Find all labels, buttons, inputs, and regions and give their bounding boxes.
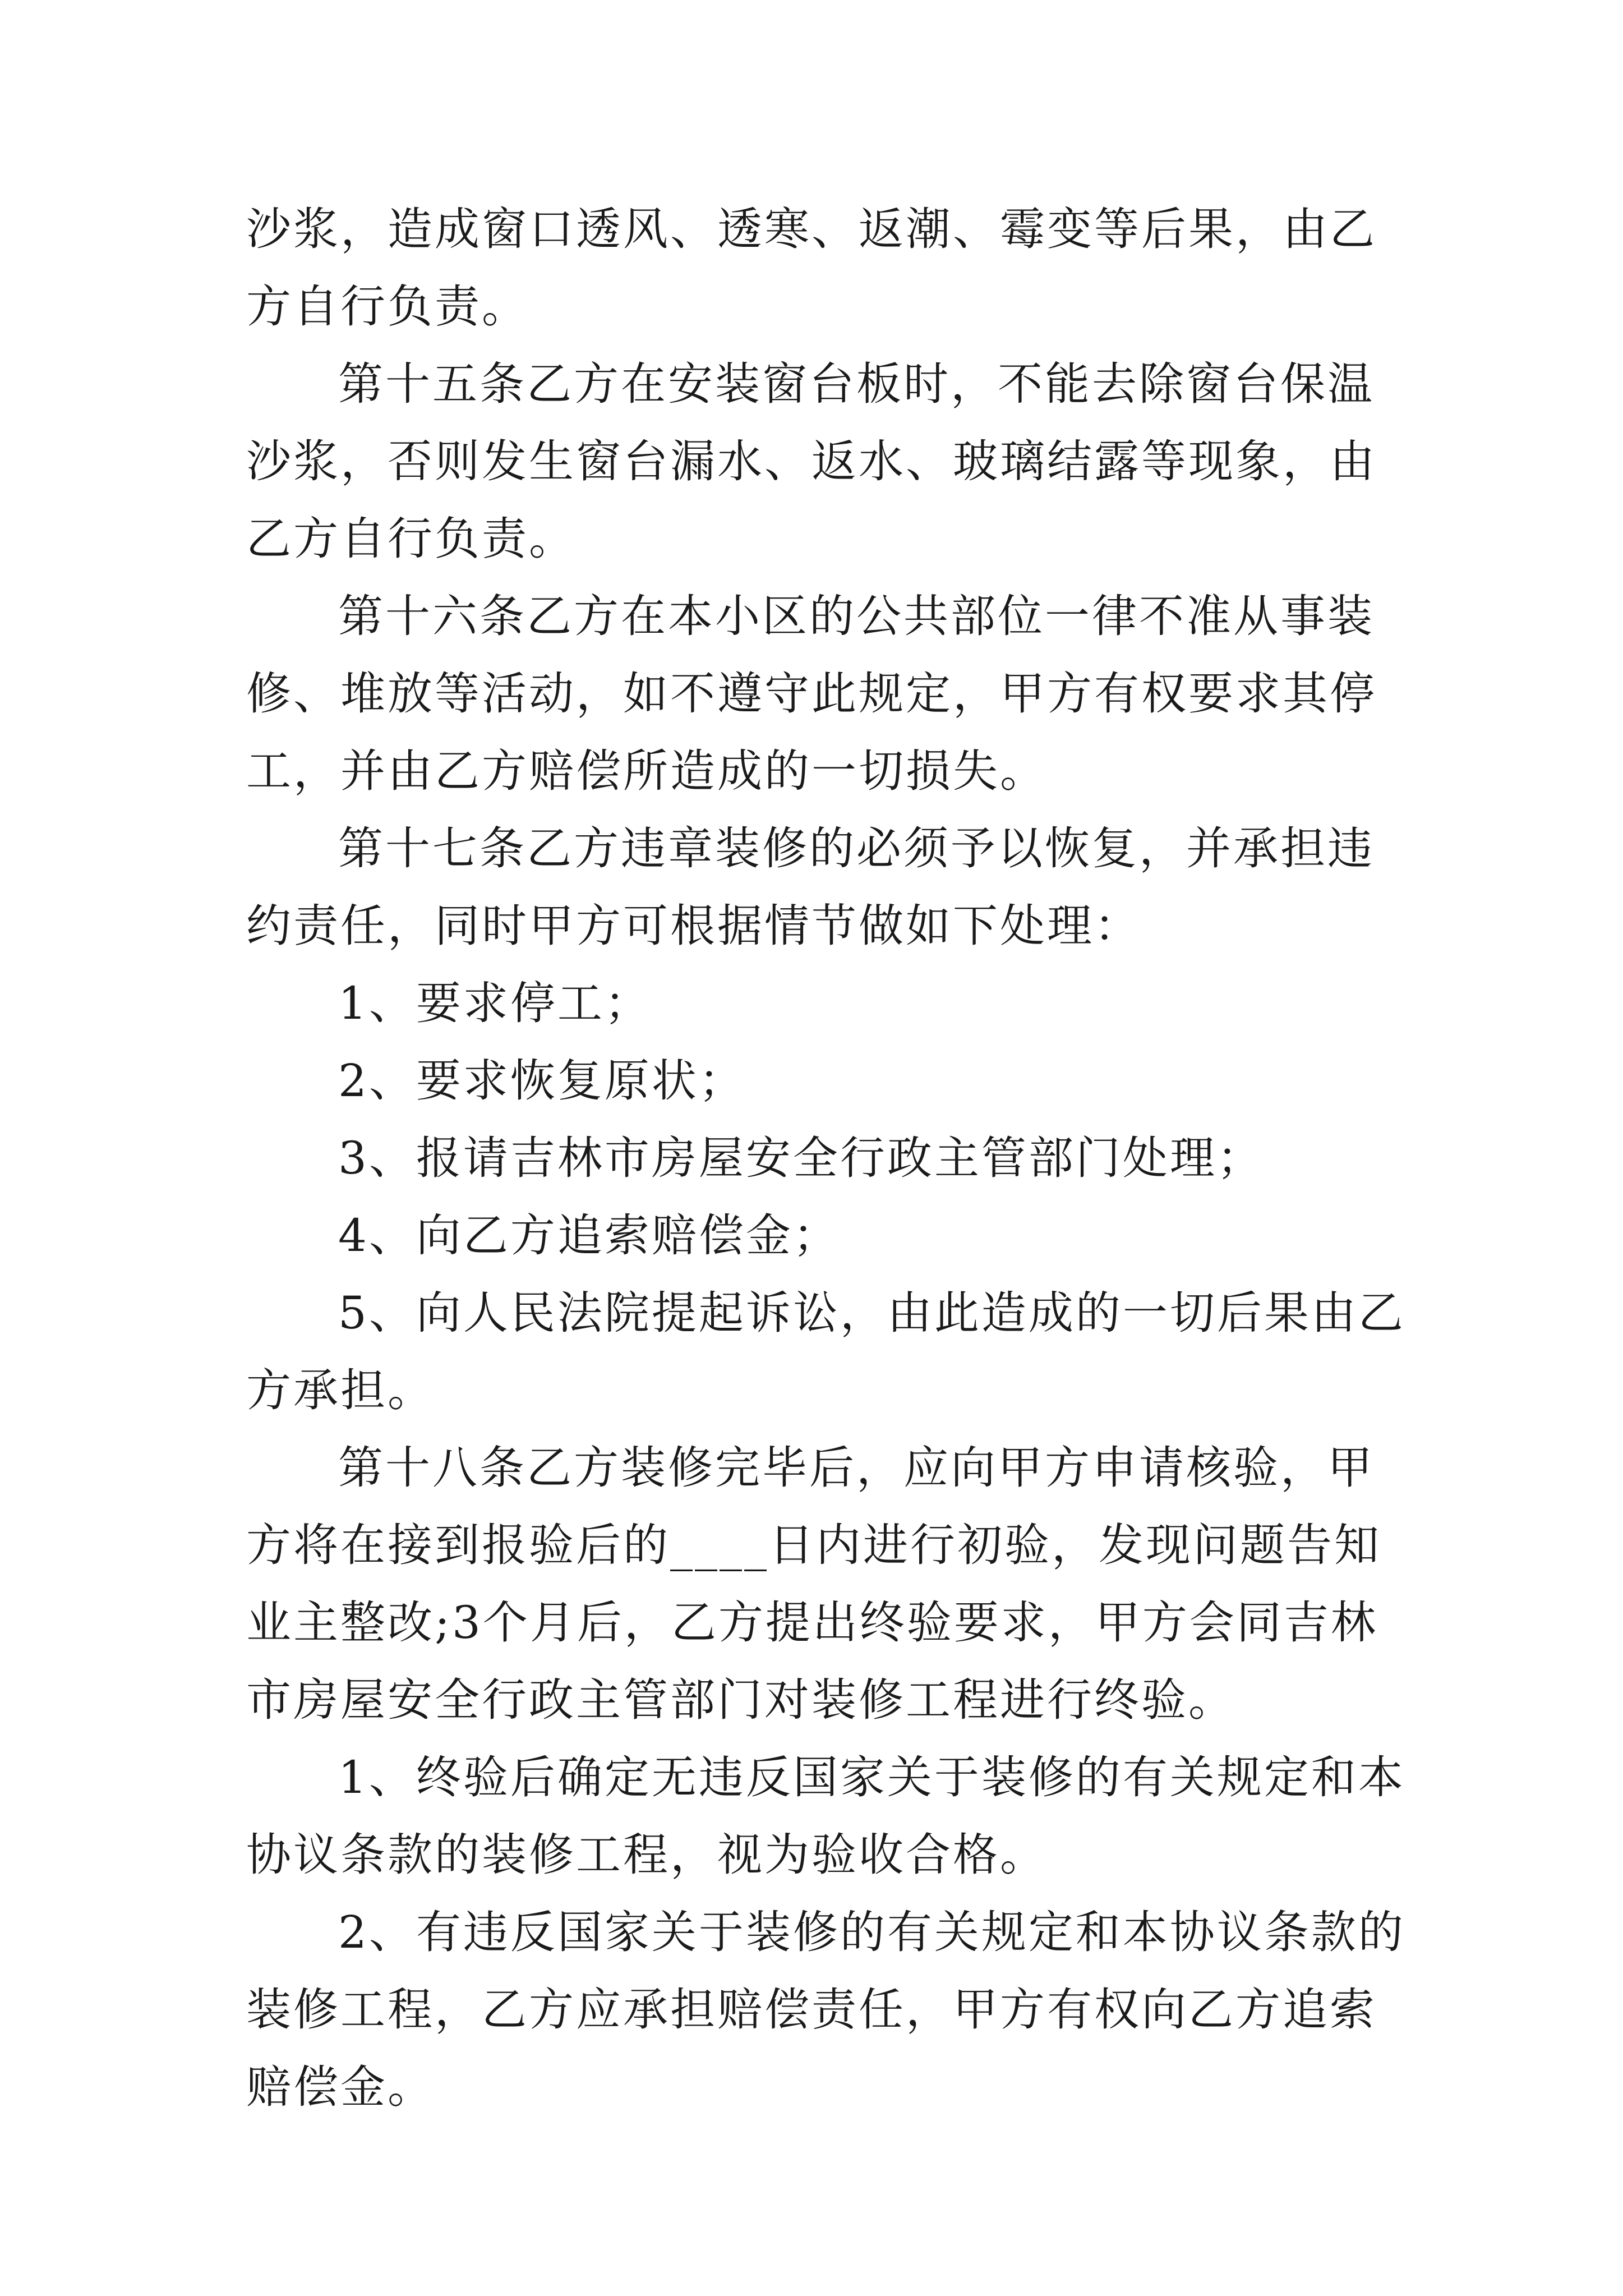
paragraph-continuation: 沙浆，造成窗口透风、透寒、返潮、霉变等后果，由乙方自行负责。 — [246, 203, 1377, 333]
list-item-report-authority: 3、报请吉林市房屋安全行政主管部门处理； — [338, 1132, 1264, 1184]
list-item-acceptance-fail: 2、有违反国家关于装修的有关规定和本协议条款的装修工程，乙方应承担赔偿责任，甲方有权向乙方追索赔偿金。 — [246, 1906, 1405, 2113]
list-item-acceptance-pass: 1、终验后确定无违反国家关于装修的有关规定和本协议条款的装修工程，视为验收合格。 — [246, 1751, 1405, 1881]
paragraph-article-15: 第十五条乙方在安装窗台板时，不能去除窗台保温沙浆，否则发生窗台漏水、返水、玻璃结露等现象，由乙方自行负责。 — [246, 358, 1377, 565]
paragraph-article-18: 第十八条乙方装修完毕后，应向甲方申请核验，甲方将在接到报验后的____日内进行初验，发现问题告知业主整改;3个月后，乙方提出终验要求，甲方会同吉林市房屋安全行政主管部门对装修工程进行终验。 — [246, 1442, 1381, 1726]
paragraph-article-16: 第十六条乙方在本小区的公共部位一律不准从事装修、堆放等活动，如不遵守此规定，甲方有权要求其停工，并由乙方赔偿所造成的一切损失。 — [246, 590, 1377, 797]
list-item-stop-work: 1、要求停工； — [338, 977, 652, 1029]
list-item-compensation: 4、向乙方追索赔偿金； — [338, 1209, 840, 1262]
paragraph-article-17: 第十七条乙方违章装修的必须予以恢复，并承担违约责任，同时甲方可根据情节做如下处理： — [246, 822, 1375, 952]
list-item-restore: 2、要求恢复原状； — [338, 1055, 746, 1107]
document-body — [246, 191, 1413, 2126]
list-item-lawsuit: 5、向人民法院提起诉讼，由此造成的一切后果由乙方承担。 — [246, 1287, 1405, 1416]
